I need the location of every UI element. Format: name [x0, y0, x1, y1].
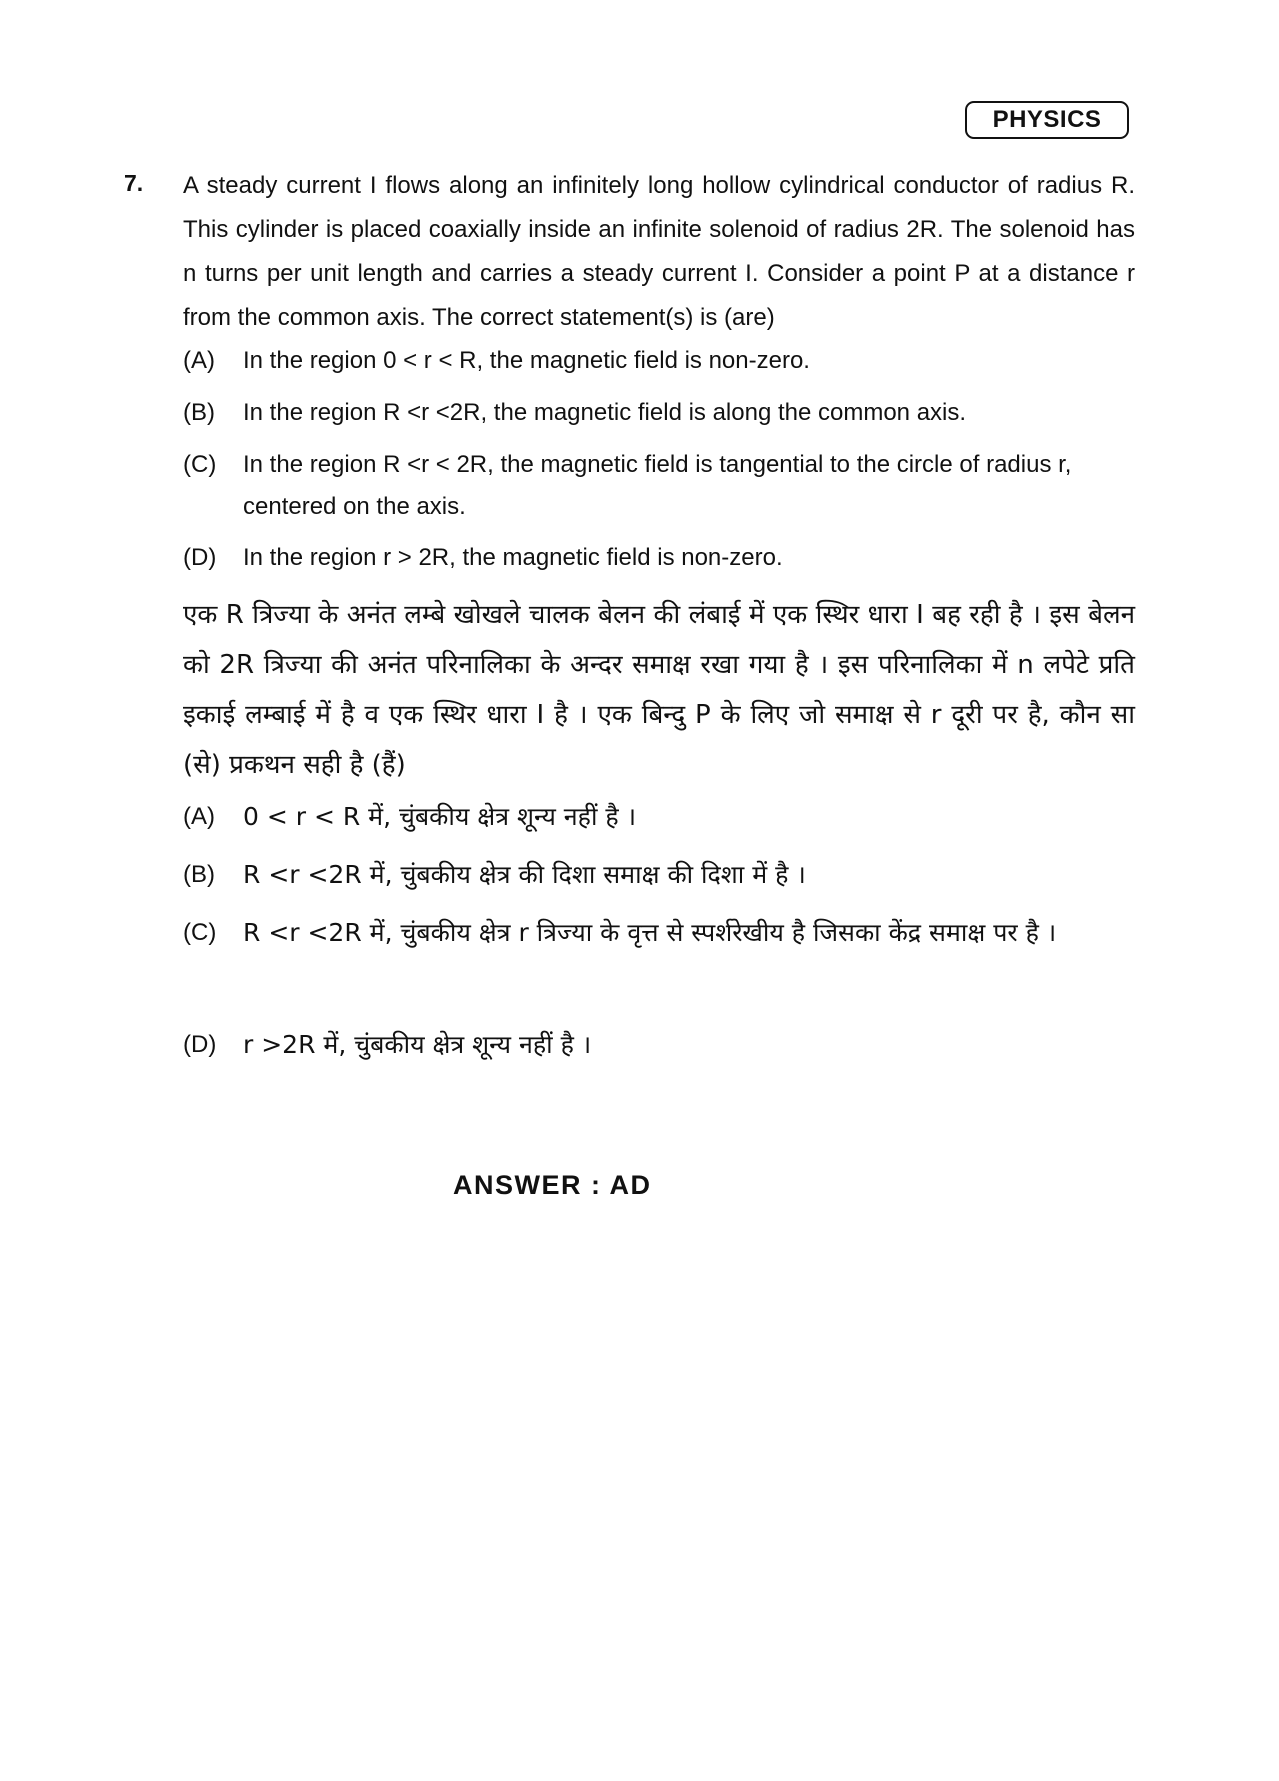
- question-stem-hindi: एक R त्रिज्या के अनंत लम्बे खोखले चालक बेलन की लंबाई में एक स्थिर धारा I बह रही है । इस बेलन को 2R त्रिज्या की अनंत परिनालिका के अन्दर समाक्ष रखा गया है । इस परिनालिका में n लपेटे प्रति इकाई लम्बाई में है व एक स्थिर धारा I है । एक बिन्दु P के लिए जो समाक्ष से r दूरी पर है, कौन सा (से) प्रकथन सही है (हैं): [183, 600, 1135, 780]
- option-text: In the region R <r <2R, the magnetic field is along the common axis.: [243, 399, 967, 426]
- option-a-hindi: [183, 792, 1135, 842]
- question-number: 7.: [124, 170, 144, 196]
- option-label: (D): [183, 1031, 217, 1058]
- option-label: (B): [183, 399, 215, 426]
- subject-badge: PHYSICS: [965, 101, 1129, 139]
- option-text: In the region R <r < 2R, the magnetic field is tangential to the circle of radius r, centered on the axis.: [243, 451, 1072, 520]
- question-stem-english: A steady current I flows along an infinitely long hollow cylindrical conductor of radius R. This cylinder is placed coaxially inside an infinite solenoid of radius 2R. The solenoid has n turns per unit length and carries a steady current I. Consider a point P at a distance r from the common axis. The correct statement(s) is (are): [183, 172, 1135, 331]
- option-label: (C): [183, 919, 217, 946]
- option-text: R <r <2R में, चुंबकीय क्षेत्र r त्रिज्या के वृत्त से स्पर्शरेखीय है जिसका केंद्र समाक्ष पर है ।: [243, 918, 1057, 947]
- option-label: (A): [183, 803, 215, 830]
- option-d-english: [183, 537, 1135, 579]
- option-label: (B): [183, 861, 215, 888]
- option-label: (A): [183, 347, 215, 374]
- option-c-hindi: [183, 908, 1135, 958]
- answer-key: ANSWER : AD: [453, 1170, 652, 1200]
- option-text: 0 < r < R में, चुंबकीय क्षेत्र शून्य नहीं है ।: [243, 802, 637, 831]
- option-a-english: [183, 340, 1135, 382]
- option-c-english: [183, 444, 1135, 528]
- option-label: (D): [183, 544, 217, 571]
- option-text: In the region r > 2R, the magnetic field is non-zero.: [243, 544, 783, 571]
- option-b-english: [183, 392, 1135, 434]
- option-text: r >2R में, चुंबकीय क्षेत्र शून्य नहीं है ।: [243, 1030, 592, 1059]
- option-d-hindi: [183, 1020, 1135, 1070]
- option-text: R <r <2R में, चुंबकीय क्षेत्र की दिशा समाक्ष की दिशा में है ।: [243, 860, 806, 889]
- option-b-hindi: [183, 850, 1135, 900]
- option-text: In the region 0 < r < R, the magnetic field is non-zero.: [243, 347, 810, 374]
- option-label: (C): [183, 451, 217, 478]
